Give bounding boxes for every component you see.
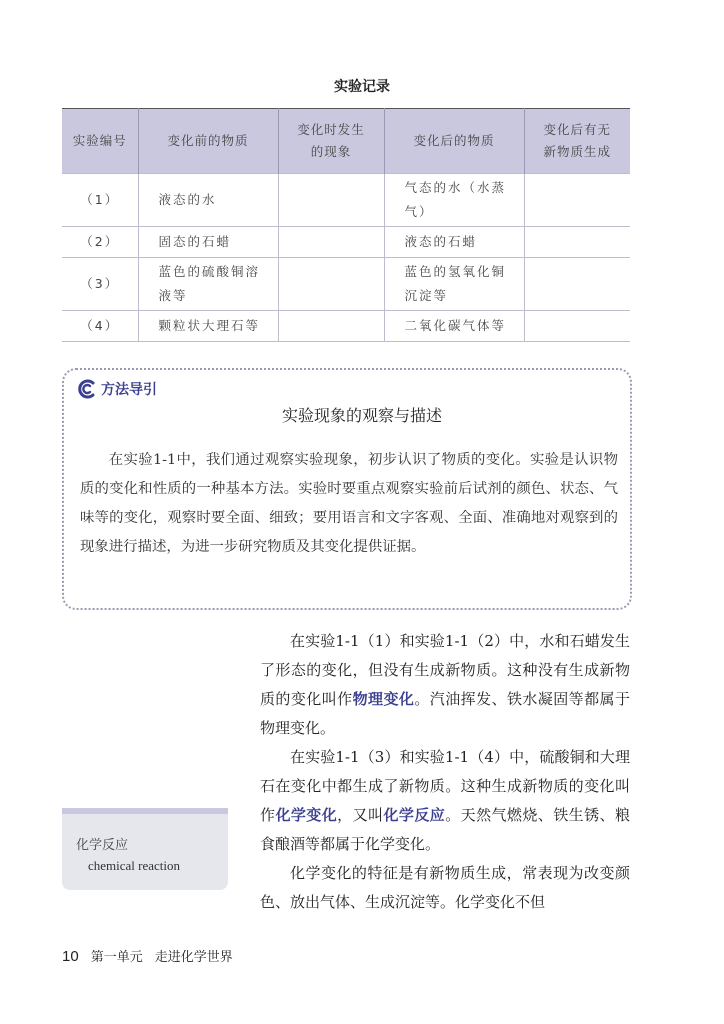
cell-phenomenon [278, 311, 384, 342]
paragraph-chemical-features: 化学变化的特征是有新物质生成，常表现为改变颜色、放出气体、生成沉淀等。化学变化不但 [260, 864, 630, 911]
footer-unit-title: 走进化学世界 [154, 950, 233, 965]
table-row [62, 311, 630, 342]
cell-id: （3） [62, 258, 138, 311]
cell-after: 蓝色的氢氧化铜沉淀等 [384, 258, 524, 311]
cell-id: （2） [62, 227, 138, 258]
cell-after: 液态的石蜡 [384, 227, 524, 258]
term-physical-change: 物理变化 [352, 690, 415, 708]
cell-after: 气态的水（水蒸气） [384, 174, 524, 227]
paragraph-chemical-change: 在实验1-1（3）和实验1-1（4）中，硫酸铜和大理石在变化中都生成了新物质。这种生成新物质的变化叫作化学变化，又叫化学反应。天然气燃烧、铁生锈、粮食酿酒等都属于化学变化。 [260, 748, 630, 853]
cell-new-substance [524, 227, 630, 258]
footer-unit: 第一单元 [90, 950, 143, 965]
glossary-term-english: chemical reaction [88, 858, 181, 873]
cell-before: 固态的石蜡 [138, 227, 278, 258]
cell-phenomenon [278, 227, 384, 258]
cell-new-substance [524, 174, 630, 227]
header-after: 变化后的物质 [384, 109, 524, 174]
term-chemical-change: 化学变化 [275, 806, 338, 824]
method-guide-header [76, 378, 157, 400]
glossary-term-chinese: 化学反应 [76, 838, 129, 853]
term-chemical-reaction: 化学反应 [383, 806, 446, 824]
table-row [62, 227, 630, 258]
cell-new-substance [524, 311, 630, 342]
experiment-record-table [62, 108, 630, 342]
table-title: 实验记录 [334, 79, 390, 95]
cell-before: 颗粒状大理石等 [138, 311, 278, 342]
cell-before: 蓝色的硫酸铜溶液等 [138, 258, 278, 311]
header-before: 变化前的物质 [138, 109, 278, 174]
cell-after: 二氧化碳气体等 [384, 311, 524, 342]
header-experiment-id: 实验编号 [62, 109, 138, 174]
cell-id: （1） [62, 174, 138, 227]
method-guide-body: 在实验1-1中，我们通过观察实验现象，初步认识了物质的变化。实验是认识物质的变化和性质的一种基本方法。实验时要重点观察实验前后试剂的颜色、状态、气味等的变化，观察时要全面、细致；要用语言和文字客观、全面、准确地对观察到的现象进行描述，为进一步研究物质及其变化提供证据。 [80, 452, 618, 555]
paragraph-physical-change: 在实验1-1（1）和实验1-1（2）中，水和石蜡发生了形态的变化，但没有生成新物质。这种没有生成新物质的变化叫作物理变化。汽油挥发、铁水凝固等都属于物理变化。 [260, 632, 630, 737]
page-number: 10 [62, 948, 79, 965]
page-footer [62, 946, 233, 965]
cell-id: （4） [62, 311, 138, 342]
header-new-substance: 变化后有无 新物质生成 [524, 109, 630, 174]
cell-new-substance [524, 258, 630, 311]
method-guide-label: 方法导引 [101, 382, 157, 398]
cell-phenomenon [278, 258, 384, 311]
cell-phenomenon [278, 174, 384, 227]
table-row [62, 258, 630, 311]
table-header-row [62, 109, 630, 174]
method-guide-icon [76, 378, 98, 400]
cell-before: 液态的水 [138, 174, 278, 227]
method-guide-title: 实验现象的观察与描述 [281, 406, 442, 425]
table-row [62, 174, 630, 227]
header-phenomenon: 变化时发生 的现象 [278, 109, 384, 174]
